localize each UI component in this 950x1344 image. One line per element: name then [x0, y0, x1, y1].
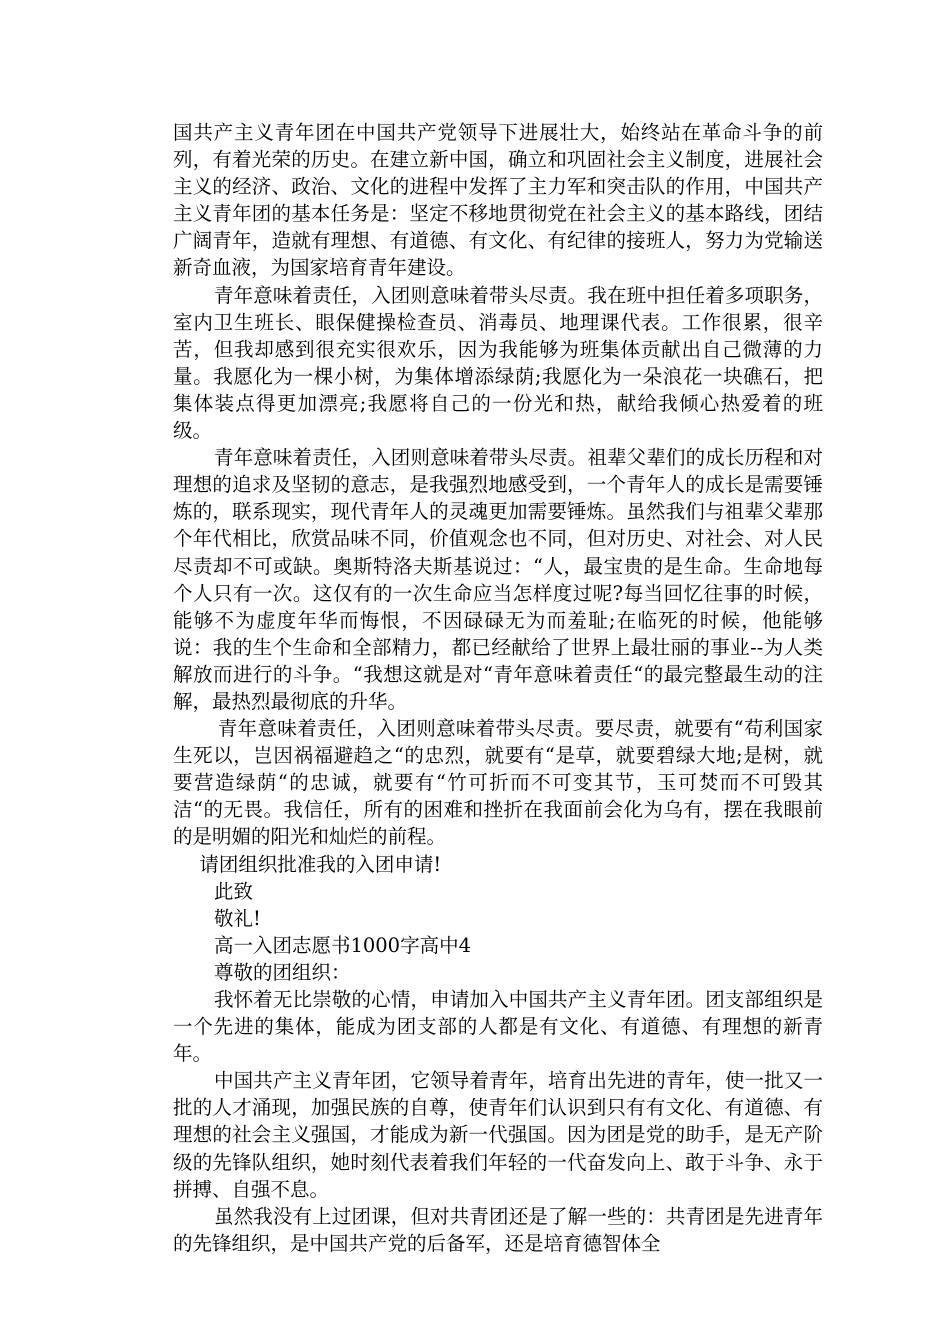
paragraph-responsibility-loyalty: 青年意味着责任，入团则意味着带头尽责。要尽责，就要有“苟利国家生死以，岂因祸福避趋之“的忠烈，就要有“是草，就要碧绿大地;是树，就要营造绿荫“的忠诚，就要有“竹可折而不可变其节，玉可焚而不可毁其洁“的无畏。我信任，所有的困难和挫折在我面前会化为乌有，摆在我眼前的是明媚的阳光和灿烂的前程。	[173, 717, 823, 849]
closing-salutation: 此致	[213, 879, 253, 903]
paragraph-request-approval: 请团组织批准我的入团申请!	[199, 852, 442, 876]
document-body	[173, 119, 823, 1257]
paragraph-league-knowledge: 虽然我没有上过团课，但对共青团还是了解一些的：共青团是先进青年的先锋组织，是中国共产党的后备军，还是培育德智体全	[173, 1204, 823, 1255]
closing-respect: 敬礼!	[213, 906, 261, 930]
paragraph-intro-continued: 国共产主义青年团在中国共产党领导下进展壮大，始终站在革命斗争的前列，有着光荣的历史。在建立新中国，确立和巩固社会主义制度，进展社会主义的经济、政治、文化的进程中发挥了主力军和突击队的作用，中国共产主义青年团的基本任务是：坚定不移地贯彻党在社会主义的基本路线，团结广阔青年，造就有理想、有道德、有文化、有纪律的接班人，努力为党输送新奇血液，为国家培育青年建设。	[173, 121, 823, 280]
paragraph-application-intro: 我怀着无比崇敬的心情，申请加入中国共产主义青年团。团支部组织是一个先进的集体，能成为团支部的人都是有文化、有道德、有理想的新青年。	[173, 988, 823, 1066]
greeting-line: 尊敬的团组织：	[213, 960, 351, 984]
paragraph-responsibility-ancestors: 青年意味着责任，入团则意味着带头尽责。祖辈父辈们的成长历程和对理想的追求及坚韧的意志，是我强烈地感受到，一个青年人的成长是需要锤炼的，联系现实，现代青年人的灵魂更加需要锤炼。虽然我们与祖辈父辈那个年代相比，欣赏品味不同，价值观念也不同，但对历史、对社会、对人民尽责却不可或缺。奥斯特洛夫斯基说过：“人，最宝贵的是生命。生命地每个人只有一次。这仅有的一次生命应当怎样度过呢?每当回忆往事的时候，能够不为虚度年华而悔恨，不因碌碌无为而羞耻;在临死的时候，他能够说：我的生个生命和全部精力，都已经献给了世界上最壮丽的事业--为人类解放而进行的斗争。“我想这就是对“青年意味着责任“的最完整最生动的注解，最热烈最彻底的升华。	[173, 446, 823, 713]
section-heading: 高一入团志愿书1000字高中4	[213, 933, 471, 957]
paragraph-league-description: 中国共产主义青年团，它领导着青年，培育出先进的青年，使一批又一批的人才涌现，加强民族的自尊，使青年们认识到只有有文化、有道德、有理想的社会主义强国，才能成为新一代强国。因为团是党的助手，是无产阶级的先锋队组织，她时刻代表着我们年轻的一代奋发向上、敢于斗争、永于拼搏、自强不息。	[173, 1069, 823, 1201]
paragraph-responsibility-class-duties: 青年意味着责任，入团则意味着带头尽责。我在班中担任着多项职务，室内卫生班长、眼保健操检查员、消毒员、地理课代表。工作很累，很辛苦，但我却感到很充实很欢乐，因为我能够为班集体贡献出自己微薄的力量。我愿化为一棵小树，为集体增添绿荫;我愿化为一朵浪花一块礁石，把集体装点得更加漂亮;我愿将自己的一份光和热，献给我倾心热爱着的班级。	[173, 283, 823, 443]
